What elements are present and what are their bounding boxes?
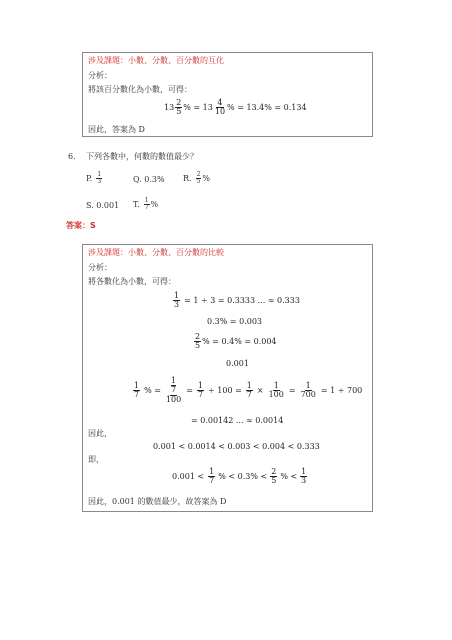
therefore-label: 因此， bbox=[88, 429, 112, 438]
topic-heading-2: 涉及課題：小數、分數、百分數的比較 bbox=[88, 248, 224, 257]
option-t-frac: $\frac{1}{7}$ bbox=[144, 197, 149, 212]
eq1-frac-b: $\frac{4}{10}$ bbox=[214, 98, 226, 117]
line-two-fifths: $\frac{2}{5}$ % = 0.4% = 0.004 bbox=[195, 332, 277, 351]
option-p-frac: $\frac{1}{3}$ bbox=[97, 171, 102, 186]
instruction-1: 將該百分數化為小數，可得： bbox=[88, 85, 192, 94]
line-inequality-original: 0.001 < $\frac{1}{7}$ % < 0.3% < $\frac{2}{5}$ % < $\frac{1}{3}$ bbox=[172, 467, 307, 486]
equation-1 bbox=[164, 99, 307, 117]
conclusion-2: 因此，0.001 的數值最少，故答案為 D bbox=[88, 497, 227, 506]
option-s: S. 0.001 bbox=[86, 201, 120, 210]
question-text: 下列各數中，何數的數值最少？ bbox=[86, 152, 198, 161]
answer-label: 答案：S bbox=[66, 221, 96, 230]
option-p: P. $\frac{1}{3}$ bbox=[86, 171, 102, 186]
analysis-label-1: 分析： bbox=[88, 71, 112, 80]
conclusion-1: 因此，答案為 D bbox=[88, 125, 145, 134]
option-r: R. $\frac{2}{5}$ % bbox=[183, 171, 211, 186]
line-inequality-decimals: 0.001 < 0.0014 < 0.003 < 0.004 < 0.333 bbox=[153, 442, 320, 451]
option-r-frac: $\frac{2}{5}$ bbox=[196, 171, 201, 186]
instruction-2: 將各數化為小數，可得： bbox=[88, 277, 176, 286]
line-point001: 0.001 bbox=[226, 359, 249, 368]
eq1-rest: % = 13.4% = 0.134 bbox=[227, 102, 307, 112]
line-approx: = 0.00142 ... ≈ 0.0014 bbox=[191, 416, 284, 425]
question-number: 6. bbox=[68, 152, 76, 161]
line-point3-pct: 0.3% = 0.003 bbox=[207, 317, 263, 326]
option-q: Q. 0.3% bbox=[133, 175, 165, 184]
line-one-seventh-pct: $\frac{1}{7}$ % = 1 7 100 = $\frac{1}{7}$ ÷ 100 = $\frac{1}{7}$ × $\frac{1}{100}$ = $\frac{1}{700}$ = 1 ÷ 700 bbox=[134, 376, 363, 404]
ie-label: 即， bbox=[88, 455, 104, 464]
line-one-third: $\frac{1}{3}$ = 1 ÷ 3 = 0.3333 ... ≈ 0.333 bbox=[174, 291, 300, 310]
topic-heading-1: 涉及課題：小數、分數、百分數的互化 bbox=[88, 56, 224, 65]
eq1-whole: 13 bbox=[164, 102, 175, 112]
eq1-pct: % = 13 bbox=[183, 102, 213, 112]
eq1-frac-a: $\frac{2}{5}$ bbox=[176, 98, 182, 117]
option-t: T. $\frac{1}{7}$ % bbox=[133, 197, 159, 212]
analysis-label-2: 分析： bbox=[88, 263, 112, 272]
